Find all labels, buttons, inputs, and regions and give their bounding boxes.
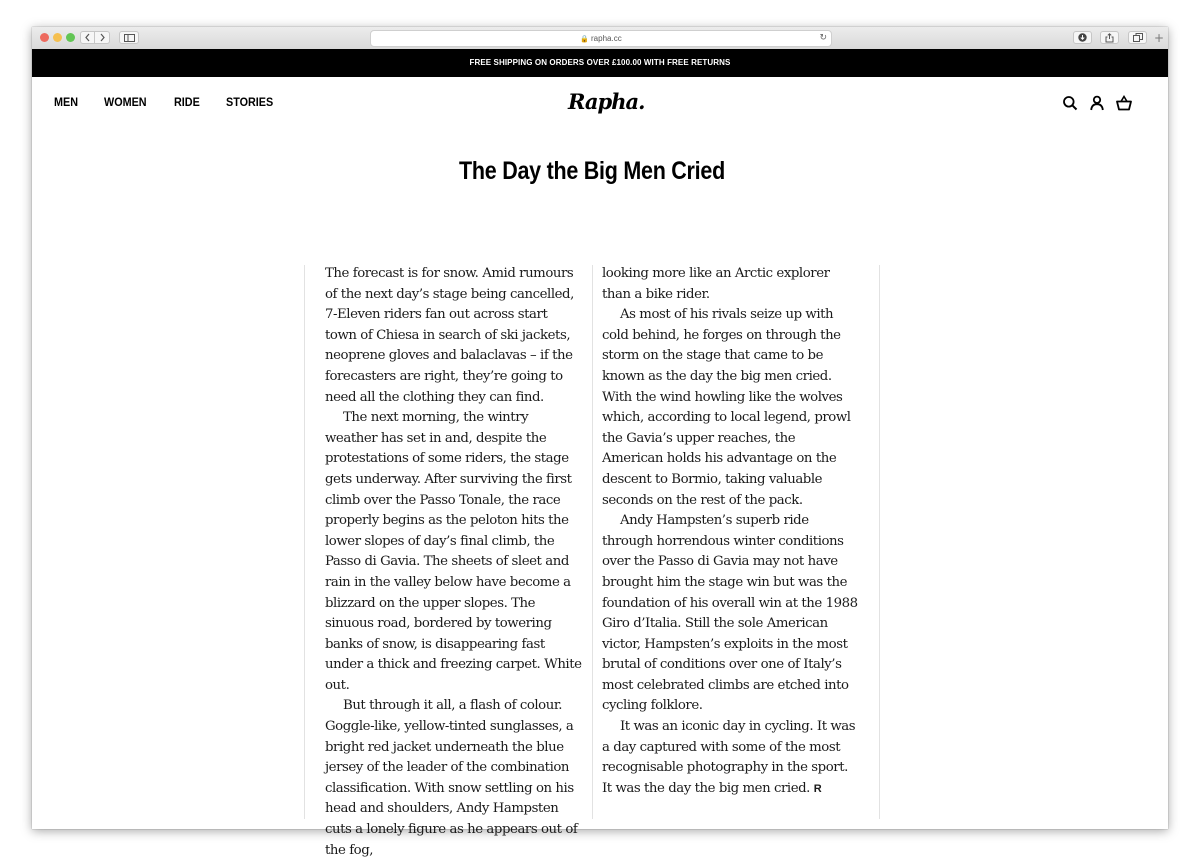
account-icon[interactable] — [1089, 95, 1105, 111]
paragraph — [602, 717, 859, 799]
header-actions — [1051, 95, 1132, 111]
close-window-button[interactable] — [40, 33, 49, 42]
download-icon — [1078, 33, 1087, 42]
sidebar-icon — [124, 34, 135, 42]
nav-ride[interactable]: RIDE — [174, 95, 200, 109]
address-bar[interactable] — [370, 30, 832, 47]
minimize-window-button[interactable] — [53, 33, 62, 42]
paragraph: Andy Hampsten’s superb ride through horrendous winter conditions over the Passo di Gavia may not have brought him the stage win but was the foundation of his overall win at the 1988 Giro d’Italia. Still the sole American victor, Hampsten’s exploits in the most brutal of conditions over one of Italy’s most celebrated climbs are etched into cycling folklore. — [602, 513, 858, 714]
share-icon — [1105, 33, 1114, 43]
nav-women[interactable]: WOMEN — [103, 95, 147, 109]
back-button[interactable] — [80, 31, 95, 44]
promo-banner[interactable]: FREE SHIPPING ON ORDERS OVER £100.00 WITH FREE RETURNS — [32, 49, 1168, 77]
forward-button[interactable] — [95, 31, 110, 44]
paragraph: The next morning, the wintry weather has set in and, despite the protestations of some riders, the stage gets underway. After surviving the first climb over the Passo Tonale, the race properly begins as the peloton hits the lower slopes of day’s final climb, the Passo di Gavia. The sheets of sleet and rain in the valley below have become a blizzard on the upper slopes. The sinuous road, bordered by towering banks of snow, is disappearing fast under a thick and freezing carpet. White out. — [325, 410, 582, 693]
chevron-right-icon — [99, 33, 106, 42]
column-divider — [592, 265, 593, 819]
column-divider — [304, 265, 305, 819]
end-mark: R — [813, 782, 822, 795]
share-button[interactable] — [1100, 31, 1119, 44]
browser-toolbar — [32, 27, 1168, 50]
paragraph-text: It was an iconic day in cycling. It was a day captured with some of the most recognisable photography in the sport. It was the day the big men cried. — [602, 719, 856, 796]
paragraph: But through it all, a flash of colour. Goggle-like, yellow-tinted sunglasses, a bright red jacket underneath the blue jersey of the leader of the combination classification. With snow settling on his head and shoulders, Andy Hampsten cuts a lonely figure as he appears out of the fog, — [325, 698, 578, 858]
paragraph: The forecast is for snow. Amid rumours of the next day’s stage being cancelled, 7-Eleven riders fan out across start town of Chiesa in search of ski jackets, neoprene gloves and balaclavas – if the forecasters are right, they’re going to need all the clothing they can find. — [325, 266, 574, 405]
zoom-window-button[interactable] — [66, 33, 75, 42]
sidebar-button[interactable] — [119, 31, 139, 44]
url-text: rapha.cc — [591, 34, 622, 43]
nav-stories[interactable]: STORIES — [225, 95, 273, 109]
download-button[interactable] — [1073, 31, 1092, 44]
paragraph: looking more like an Arctic explorer than a bike rider. — [602, 266, 830, 302]
rapha-logo[interactable]: Rapha. — [568, 89, 645, 114]
nav-men[interactable]: MEN — [54, 95, 79, 109]
tabs-icon — [1133, 33, 1143, 42]
main-nav — [54, 95, 301, 109]
article-title: The Day the Big Men Cried — [459, 157, 725, 185]
tabs-button[interactable] — [1128, 31, 1147, 44]
reload-icon[interactable]: ↻ — [819, 33, 827, 43]
browser-window — [32, 27, 1168, 858]
search-icon[interactable] — [1062, 95, 1078, 111]
basket-icon[interactable] — [1116, 95, 1132, 111]
lock-icon: 🔒 — [580, 36, 590, 43]
site-header — [32, 77, 1168, 129]
article-column-1 — [325, 264, 582, 861]
article-column-2 — [602, 264, 859, 799]
column-divider — [879, 265, 880, 819]
chevron-left-icon — [84, 33, 91, 42]
paragraph: As most of his rivals seize up with cold behind, he forges on through the storm on the stage that came to be known as the day the big men cried. With the wind howling like the wolves which, according to local legend, prowl the Gavia’s upper reaches, the American holds his advantage on the descent to Bormio, taking valuable seconds on the rest of the pack. — [602, 307, 851, 508]
plus-icon[interactable]: + — [1153, 31, 1165, 45]
